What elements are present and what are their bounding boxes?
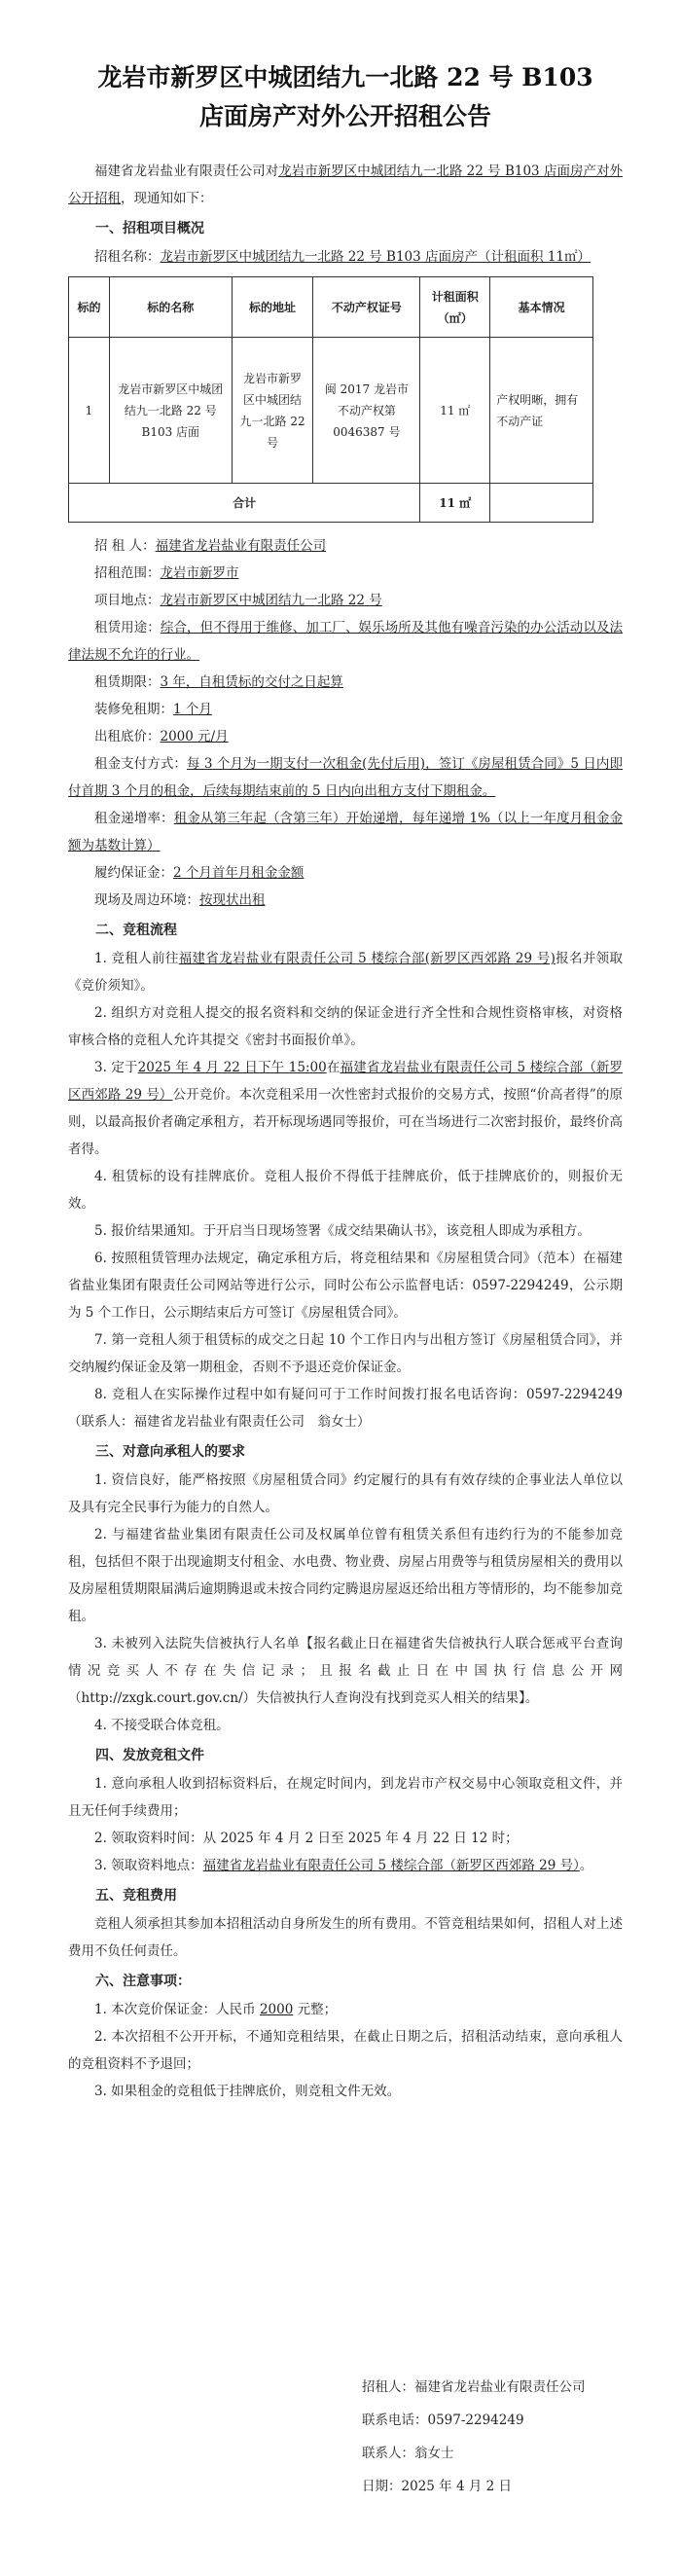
requirement-item-2: 2. 与福建省盐业集团有限责任公司及权属单位曾有租赁关系但有违约行为的不能参加竞租，包括但不限于出现逾期支付租金、水电费、物业费、房屋占用费等与租赁房屋相关的费用以及房屋租赁期限届满后逾期腾退或未按合同约定腾退房屋返还给出租方等情形的，均不能参加竞租。 [68,1527,623,1624]
process-item-7: 7. 第一竞租人须于租赁标的成交之日起 10 个工作日内与出租方签订《房屋租赁合同》，并交纳履约保证金及第一期租金，否则不予退还竞价保证金。 [68,1332,623,1375]
cell-cert: 闽 2017 龙岩市不动产权第 0046387 号 [313,338,420,484]
item-text: 3. 定于 [94,1060,138,1075]
process-item-3 [68,1054,623,1163]
item-text: 。 [579,1858,593,1873]
reserve-line [68,723,623,750]
field-value: 龙岩市新罗市 [160,565,239,581]
item-text: 在 [326,1060,340,1075]
field-value: 按现状出租 [199,892,266,908]
cell-address: 龙岩市新罗区中城团结九一北路 22 号 [232,338,313,484]
document-item-2: 2. 领取资料时间：从 2025 年 4 月 2 日至 2025 年 4 月 22 日 12 时； [94,1831,519,1846]
item-text: 公开竞价。本次竞租采用一次性密封式报价的交易方式，按照“价高者得”的原则，以最高报价者确定承租方，若开标现场遇同等报价，可在当场进行二次密封报价，最终价高者得。 [68,1087,623,1157]
section1-heading: 一、招租项目概况 [95,221,204,236]
cell-name: 龙岩市新罗区中城团结九一北路 22 号 B103 店面 [109,338,232,484]
signature-phone: 联系电话：0597-2294249 [362,2413,524,2428]
target-label: 招租名称： [94,249,161,265]
section4-heading: 四、发放竞租文件 [95,1748,204,1763]
scope-line [68,560,623,587]
item-text: 元整； [293,2002,338,2017]
header-cell: 计租面积（㎡） [420,277,490,338]
signature-block [362,2371,586,2503]
signature-date: 日期：2025 年 4 月 2 日 [362,2479,512,2494]
field-label: 出租底价： [94,729,161,744]
field-label: 现场及周边环境： [94,892,199,908]
process-item-2: 2. 组织方对竞租人提交的报名资料和交纳的保证金进行齐全性和合规性资格审核，对资格审核合格的竞租人允许其提交《密封书面报价单》。 [68,1005,623,1048]
field-value: 综合，但不得用于维修、加工厂、娱乐场所及其他有噪音污染的办公活动以及法律法规不允许的行业。 [68,620,624,663]
field-label: 项目地点： [94,593,161,608]
total-empty [490,484,593,523]
requirement-item-1: 1. 资信良好，能严格按照《房屋租赁合同》约定履行的具有有效存续的企事业法人单位以及具有完全民事行为能力的自然人。 [68,1472,623,1515]
process-item-1 [68,945,623,999]
item-underlined: 2025 年 4 月 22 日下午 15:00 [137,1060,327,1075]
item-underlined: 福建省龙岩盐业有限责任公司 5 楼综合部（新罗区西郊路 29 号） [202,1858,580,1873]
field-label: 招租范围： [94,565,161,581]
target-value: 龙岩市新罗区中城团结九一北路 22 号 B103 店面房产（计租面积 11㎡） [160,249,591,265]
field-label: 履约保证金： [94,865,173,881]
notice-title [68,58,623,136]
header-cell: 标的地址 [232,277,313,338]
process-item-8: 8. 竞租人在实际操作过程中如有疑问可于工作时间拨打报名电话咨询：0597-2294249（联系人：福建省龙岩盐业有限责任公司 翁女士） [68,1387,623,1430]
field-label: 装修免租期： [94,702,173,717]
intro-prefix: 福建省龙岩盐业有限责任公司对 [94,163,279,179]
header-cell: 基本情况 [490,277,593,338]
field-label: 招 租 人： [94,538,156,554]
field-value: 每 3 个月为一期支付一次租金(先付后用)，签订《房屋租赁合同》5 日内即付首期 3 个月的租金，后续每期结束前的 5 日内向出租方支付下期租金。 [68,756,623,799]
item-underlined: 2000 [259,2002,294,2017]
field-label: 租金递增率： [94,811,174,826]
process-item-6: 6. 按照租赁管理办法规定，确定承租方后，将竞租结果和《房屋租赁合同》（范本）在福建省盐业集团有限责任公司网站等进行公示，同时公布公示监督电话：0597-2294249，公示期为 5 个工作日，公示期结束后方可签订《房屋租赁合同》。 [68,1251,623,1321]
field-label: 租赁期限： [94,674,161,690]
term-line [68,669,623,696]
intro-project-name: 龙岩市新罗区中城团结九一北路 22 号 B103 店面房产对外公开招租 [68,163,624,206]
title-line-1: 龙岩市新罗区中城团结九一北路 22 号 B103 [97,63,593,91]
section3-heading: 三、对意向承租人的要求 [95,1444,245,1460]
item-underlined: 福建省龙岩盐业有限责任公司 5 楼综合部(新罗区西郊路 29 号) [178,951,556,966]
handover-line [68,887,623,914]
header-cell: 标的名称 [109,277,232,338]
item-underlined: 福建省龙岩盐业有限责任公司 5 楼综合部（新罗区西郊路 29 号） [68,1060,624,1103]
deposit-line [68,859,623,887]
requirement-item-3: 3. 未被列入法院失信被执行人名单【报名截止日在福建省失信被执行人联合惩戒平台查询情况竞买人不存在失信记录；且报名截止日在中国执行信息公开网（http://zxgk.court.gov.cn/）失信被执行人查询没有找到竞买人相关的结果】。 [68,1636,623,1706]
field-value: 租金从第三年起（含第三年）开始递增，每年递增 1%（以上一年度月租金金额为基数计算） [68,811,624,853]
field-value: 2000 元/月 [160,729,229,744]
increase-line [68,805,623,859]
section5-heading: 五、竞租费用 [95,1888,177,1904]
total-label: 合计 [69,484,420,523]
item-text: 报名并领取《竞价须知》。 [68,951,624,994]
field-value: 2 个月首年月租金金额 [173,865,305,881]
document-item-1: 1. 意向承租人收到招标资料后，在规定时间内，到龙岩市产权交易中心领取竞租文件，并且无任何手续费用； [68,1776,623,1819]
target-name [68,243,623,271]
signature-contact: 联系人：翁女士 [362,2446,454,2461]
field-value: 3 年，自租赁标的交付之日起算 [160,674,343,690]
header-cell: 标的 [69,277,110,338]
item-text: 1. 竞租人前往 [94,951,179,966]
cost-paragraph: 竞租人须承担其参加本招租活动自身所发生的所有费用。不管竞租结果如何，招租人对上述费用不负任何责任。 [68,1916,623,1959]
table-header-row [69,277,593,338]
usage-line [68,614,623,669]
table-total-row [69,484,593,523]
process-item-4: 4. 租赁标的设有挂牌底价。竞租人报价不得低于挂牌底价，低于挂牌底价的，则报价无效。 [68,1169,623,1212]
lessor-line [68,532,623,560]
title-line-2: 店面房产对外公开招租公告 [198,102,491,130]
free-line [68,696,623,723]
item-text: 1. 本次竞价保证金：人民币 [94,2002,260,2017]
intro-suffix: ，现通知如下： [121,191,213,206]
field-value: 1 个月 [173,702,212,717]
location-line [68,587,623,614]
section6-heading: 六、注意事项： [95,1974,191,1989]
process-item-5: 5. 报价结果通知。于开启当日现场签署《成交结果确认书》，该竞租人即成为承租方。 [94,1223,591,1239]
notice-item-2: 2. 本次招租不公开开标，不通知竞租结果，在截止日期之后，招租活动结束，意向承租人的竞租资料不予退回； [68,2029,623,2072]
property-table [68,276,593,523]
requirement-item-4: 4. 不接受联合体竞租。 [94,1718,230,1733]
total-area: 11 ㎡ [420,484,490,523]
notice-item-1 [68,1996,623,2023]
signature-lessor: 招租人：福建省龙岩盐业有限责任公司 [362,2379,586,2395]
field-value: 福建省龙岩盐业有限责任公司 [155,538,327,554]
payment-line [68,750,623,805]
field-label: 租金支付方式： [94,756,187,772]
table-row [69,338,593,484]
section2-heading: 二、竞租流程 [95,923,177,938]
cell-area: 11 ㎡ [420,338,490,484]
header-cell: 不动产权证号 [313,277,420,338]
field-value: 龙岩市新罗区中城团结九一北路 22 号 [160,593,382,608]
field-label: 租赁用途： [94,620,161,635]
intro-paragraph [68,158,623,212]
cell-status: 产权明晰，拥有不动产证 [490,338,593,484]
item-text: 3. 领取资料地点： [94,1858,203,1873]
document-item-3 [68,1852,623,1879]
notice-item-3: 3. 如果租金的竞租低于挂牌底价，则竞租文件无效。 [94,2084,401,2099]
cell-no: 1 [69,338,110,484]
